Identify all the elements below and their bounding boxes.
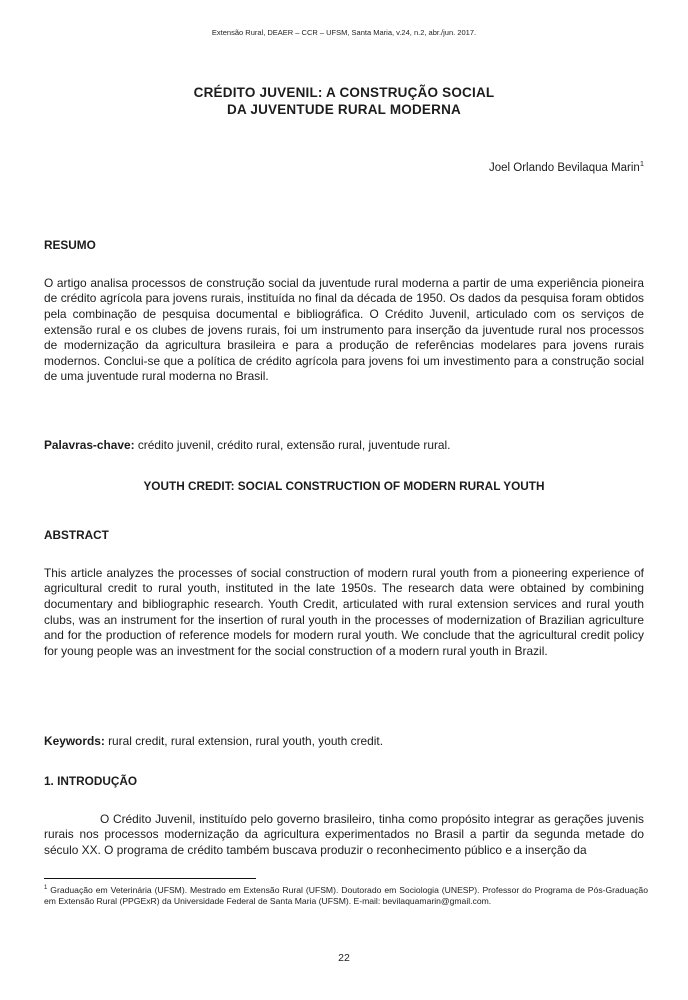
abstract-paragraph: This article analyzes the processes of social construction of modern rural youth from a pioneering experience of agricultural credit to rural youth, instituted in the late 1950s. The research data were obtained by combining documentary and bibliographic research. Youth Credit, articulated with rural extension services and rural youth clubs, was an instrument for the insertion of rural youth in the processes of modernization of Brazilian agriculture and for the production of reference models for modern rural youth. We conclude that the agricultural credit policy for young people was an investment for the social construction of a modern rural youth in Brazil.: [44, 565, 644, 658]
english-title: YOUTH CREDIT: SOCIAL CONSTRUCTION OF MODERN RURAL YOUTH: [143, 479, 545, 493]
author-name: Joel Orlando Bevilaqua Marin: [488, 162, 640, 174]
resumo-heading: RESUMO: [44, 238, 96, 252]
article-title-line2: DA JUVENTUDE RURAL MODERNA: [227, 102, 461, 117]
palavras-chave-line: [44, 438, 644, 454]
author-line: [44, 159, 644, 174]
footnote: [44, 885, 648, 908]
author-footnote-marker: 1: [639, 159, 644, 169]
palavras-chave-text: crédito juvenil, crédito rural, extensão rural, juventude rural.: [134, 437, 451, 452]
resumo-paragraph: O artigo analisa processos de construção social da juventude rural moderna a partir de uma experiência pioneira de crédito agrícola para jovens rurais, instituída no final da década de 1950. Os dados da pesquisa foram obtidos pela combinação de pesquisa documental e bibliográfica. O Crédito Juvenil, articulado com os serviços de extensão rural e os clubes de jovens rurais, foi um instrumento para inserção da juventude rural nos processos de modernização da agricultura brasileira e para a produção de referências modelares para jovens rurais modernos. Conclui-se que a política de crédito agrícola para jovens foi um investimento para a construção social de uma juventude rural moderna no Brasil.: [44, 275, 644, 384]
abstract-heading: ABSTRACT: [44, 528, 109, 542]
footnote-text: Graduação em Veterinária (UFSM). Mestrado em Extensão Rural (UFSM). Doutorado em Sociologia (UNESP). Professor do Programa de Pós-Graduação em Extensão Rural (PPGExR) da Universidade Federal de Santa Maria (UFSM). E-mail: bevilaquamarin@gmail.com.: [44, 885, 648, 907]
introduction-paragraph: O Crédito Juvenil, instituído pelo governo brasileiro, tinha como propósito integrar as gerações juvenis rurais nos processos modernização da agricultura experimentados no Brasil a partir da segunda metade do século XX. O programa de crédito também buscava produzir o reconhecimento público e a inserção da: [44, 811, 644, 858]
article-title-line1: CRÉDITO JUVENIL: A CONSTRUÇÃO SOCIAL: [193, 85, 495, 100]
palavras-chave-label: Palavras-chave:: [44, 437, 135, 452]
journal-running-head: Extensão Rural, DEAER – CCR – UFSM, Santa Maria, v.24, n.2, abr./jun. 2017.: [211, 28, 477, 37]
keywords-label: Keywords:: [44, 733, 105, 748]
introduction-heading: 1. INTRODUÇÃO: [44, 774, 138, 788]
footnote-separator: [44, 878, 256, 879]
footnote-marker: 1: [44, 885, 48, 892]
keywords-text: rural credit, rural extension, rural youth, youth credit.: [104, 733, 384, 748]
article-title: [44, 84, 644, 118]
keywords-line: [44, 734, 644, 750]
page-number: 22: [338, 952, 350, 964]
